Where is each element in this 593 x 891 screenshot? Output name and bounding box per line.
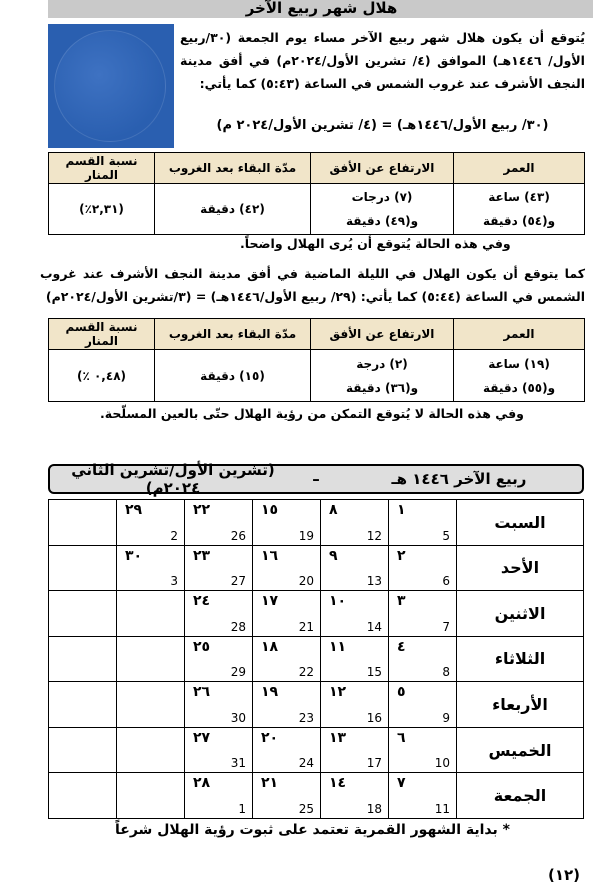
calendar-day-cell (321, 636, 389, 682)
gregorian-day: 5 (442, 528, 450, 543)
hijri-day: ٨ (329, 502, 338, 518)
gregorian-day: 3 (170, 574, 178, 589)
gregorian-day: 12 (366, 528, 382, 543)
calendar-day-cell (117, 591, 185, 637)
gregorian-day: 16 (366, 710, 382, 725)
weekday-label: الجمعة (457, 773, 584, 819)
hijri-day: ٦ (397, 729, 406, 746)
age-minutes: و(٥٤) دقيقة (482, 214, 556, 228)
calendar-day-cell (389, 500, 457, 546)
cell-altitude (311, 350, 454, 402)
moon-image (48, 24, 174, 148)
hijri-month: ربيع الآخر ١٤٤٦ هـ (391, 470, 527, 488)
table-header-row (49, 319, 585, 350)
altitude-minutes: و(٣٦) دقيقة (345, 380, 419, 395)
calendar-day-cell (253, 682, 321, 728)
gregorian-day: 29 (230, 665, 246, 680)
calendar-day-cell (49, 545, 117, 591)
hijri-day: ٢٤ (193, 593, 211, 610)
calendar-day-cell (389, 636, 457, 682)
hijri-day: ٢٩ (125, 502, 143, 518)
calendar-day-cell (117, 545, 185, 591)
hijri-day: ١٨ (261, 638, 279, 655)
calendar-day-cell (321, 545, 389, 591)
cell-illumination: (٠,٤٨ ٪) (49, 350, 155, 402)
gregorian-day: 19 (298, 528, 314, 543)
calendar-day-cell (253, 545, 321, 591)
calendar-header (48, 461, 584, 497)
calendar-day-cell (321, 682, 389, 728)
cell-age (454, 184, 585, 235)
table-header-row (49, 153, 585, 184)
altitude-degrees: (٧) درجات (351, 190, 413, 204)
header-illumination: نسبة القسم المنار (49, 319, 155, 350)
calendar-day-cell (253, 636, 321, 682)
gregorian-day: 2 (170, 528, 178, 543)
calendar-week-row (49, 636, 584, 682)
hijri-day: ١٤ (329, 775, 347, 792)
calendar-day-cell (389, 727, 457, 773)
cell-duration: (١٥) دقيقة (155, 350, 311, 402)
calendar-day-cell (185, 591, 253, 637)
header-altitude: الارتفاع عن الأفق (311, 153, 454, 184)
gregorian-day: 25 (298, 802, 314, 816)
calendar-day-cell (253, 591, 321, 637)
header-illumination: نسبة القسم المنار (49, 153, 155, 184)
cell-age (454, 350, 585, 402)
gregorian-day: 20 (298, 574, 314, 589)
calendar-day-cell (185, 500, 253, 546)
calendar-day-cell (253, 773, 321, 819)
gregorian-day: 9 (442, 710, 450, 725)
hijri-day: ٩ (329, 547, 338, 564)
calendar-day-cell (389, 682, 457, 728)
hijri-day: ١٦ (261, 547, 279, 564)
gregorian-day: 24 (298, 756, 314, 771)
age-hours: (٤٣) ساعة (488, 190, 550, 204)
calendar-day-cell (253, 500, 321, 546)
weekday-label: الأحد (457, 545, 584, 591)
calendar-day-cell (117, 727, 185, 773)
header-duration: مدّة البقاء بعد الغروب (155, 319, 311, 350)
hijri-day: ١٣ (329, 729, 347, 746)
calendar-day-cell (49, 591, 117, 637)
header-age: العمر (454, 319, 585, 350)
hijri-day: ١ (397, 502, 406, 518)
calendar-day-cell (49, 727, 117, 773)
month-separator: – (312, 470, 320, 488)
weekday-label: الثلاثاء (457, 636, 584, 682)
altitude-degrees: (٢) درجة (356, 356, 408, 371)
calendar-day-cell (185, 636, 253, 682)
hijri-day: ٢٧ (193, 729, 211, 746)
hijri-day: ١٠ (329, 593, 347, 610)
second-paragraph: كما يتوقع أن يكون الهلال في الليلة الماضية في أفق مدينة النجف الأشرف عند غروب الشمس في الساعة (٥:٤٤) كما يأتي: (٢٩/ ربيع الأول/١٤٤٦هـ) = (٣/تشرين الأول/٢٠٢٤م) (40, 266, 585, 304)
age-hours: (١٩) ساعة (488, 356, 550, 371)
hijri-day: ٧ (397, 775, 406, 792)
calendar-week-row (49, 682, 584, 728)
moon-table-2 (48, 318, 585, 402)
gregorian-day: 18 (366, 802, 382, 816)
hijri-day: ٢٠ (261, 729, 279, 746)
hijri-day: ٢٣ (193, 547, 211, 564)
calendar-week-row (49, 591, 584, 637)
gregorian-day: 17 (366, 756, 382, 771)
calendar-day-cell (117, 773, 185, 819)
header-age: العمر (454, 153, 585, 184)
gregorian-day: 13 (366, 574, 382, 589)
header-altitude: الارتفاع عن الأفق (311, 319, 454, 350)
calendar-day-cell (49, 500, 117, 546)
gregorian-day: 1 (238, 802, 246, 816)
cell-illumination: (٢,٣١٪) (49, 184, 155, 235)
gregorian-day: 10 (434, 756, 450, 771)
page-number: (١٢) (548, 866, 581, 884)
gregorian-month: (تشرين الأول/تشرين الثاني ٢٠٢٤م) (71, 461, 275, 497)
header-duration: مدّة البقاء بعد الغروب (155, 153, 311, 184)
calendar-day-cell (49, 773, 117, 819)
moon-table-1 (48, 152, 585, 235)
hijri-day: ٢١ (261, 775, 279, 792)
calendar-day-cell (185, 545, 253, 591)
calendar-grid (48, 499, 584, 819)
calendar-week-row (49, 727, 584, 773)
hijri-day: ٣ (397, 593, 406, 610)
table-row (49, 184, 585, 235)
gregorian-day: 11 (434, 802, 450, 816)
gregorian-day: 30 (230, 710, 246, 725)
gregorian-day: 26 (230, 528, 246, 543)
calendar-day-cell (49, 636, 117, 682)
hijri-day: ٢٨ (193, 775, 211, 792)
hijri-day: ١٩ (261, 684, 279, 701)
weekday-label: الاثنين (457, 591, 584, 637)
cell-altitude (311, 184, 454, 235)
intro-paragraph: يُتوقع أن يكون هلال شهر ربيع الآخر مساء يوم الجمعة (٣٠/ربيع الأول/ ١٤٤٦هـ) الموافق (٤/ تشرين الأول/٢٠٢٤م) في أفق مدينة النجف الأشرف عند غروب الشمس في الساعة (٥:٤٣) كما يأتي: (180, 30, 585, 91)
calendar-day-cell (49, 682, 117, 728)
calendar-week-row (49, 545, 584, 591)
gregorian-day: 28 (230, 619, 246, 634)
intro-date-line: (٣٠/ ربيع الأول/١٤٤٦هـ) = (٤/ تشرين الأول/٢٠٢٤ م) (216, 118, 549, 133)
visibility-note-2: وفي هذه الحالة لا يُتوقع التمكن من رؤية الهلال حتّى بالعين المسلّحة. (100, 406, 524, 421)
calendar-day-cell (185, 682, 253, 728)
weekday-label: السبت (457, 500, 584, 546)
calendar-day-cell (185, 773, 253, 819)
footnote: * بداية الشهور القمرية تعتمد على ثبوت رؤية الهلال شرعاً (115, 822, 510, 838)
gregorian-day: 27 (230, 574, 246, 589)
weekday-label: الخميس (457, 727, 584, 773)
calendar-week-row (49, 500, 584, 546)
hijri-day: ٥ (397, 684, 406, 701)
hijri-day: ٢٢ (193, 502, 211, 518)
calendar-day-cell (389, 591, 457, 637)
calendar-day-cell (253, 727, 321, 773)
altitude-minutes: و(٤٩) دقيقة (345, 214, 419, 228)
gregorian-day: 6 (442, 574, 450, 589)
gregorian-day: 22 (298, 665, 314, 680)
calendar-day-cell (185, 727, 253, 773)
calendar-day-cell (321, 500, 389, 546)
hijri-day: ٤ (397, 638, 406, 655)
gregorian-day: 21 (298, 619, 314, 634)
gregorian-day: 15 (366, 665, 382, 680)
calendar-day-cell (321, 773, 389, 819)
hijri-day: ٢ (397, 547, 406, 564)
weekday-label: الأربعاء (457, 682, 584, 728)
gregorian-day: 31 (230, 756, 246, 771)
calendar-day-cell (321, 727, 389, 773)
calendar-day-cell (117, 500, 185, 546)
visibility-note-1: وفي هذه الحالة يُتوقع أن يُرى الهلال واضحاً. (240, 236, 511, 251)
gregorian-day: 8 (442, 665, 450, 680)
gregorian-day: 7 (442, 619, 450, 634)
gregorian-day: 14 (366, 619, 382, 634)
hijri-day: ٢٦ (193, 684, 211, 701)
calendar-day-cell (117, 636, 185, 682)
gregorian-day: 23 (298, 710, 314, 725)
hijri-day: ٢٥ (193, 638, 211, 655)
calendar-day-cell (117, 682, 185, 728)
calendar-day-cell (321, 591, 389, 637)
cell-duration: (٤٢) دقيقة (155, 184, 311, 235)
age-minutes: و(٥٥) دقيقة (482, 380, 556, 395)
hijri-day: ١٥ (261, 502, 279, 518)
calendar-day-cell (389, 773, 457, 819)
hijri-day: ١٢ (329, 684, 347, 701)
calendar-day-cell (389, 545, 457, 591)
calendar-week-row (49, 773, 584, 819)
page-title: هلال شهر ربيع الآخر (48, 0, 593, 18)
table-row (49, 350, 585, 402)
hijri-day: ١٧ (261, 593, 279, 610)
hijri-day: ٣٠ (125, 547, 143, 564)
hijri-day: ١١ (329, 638, 347, 655)
